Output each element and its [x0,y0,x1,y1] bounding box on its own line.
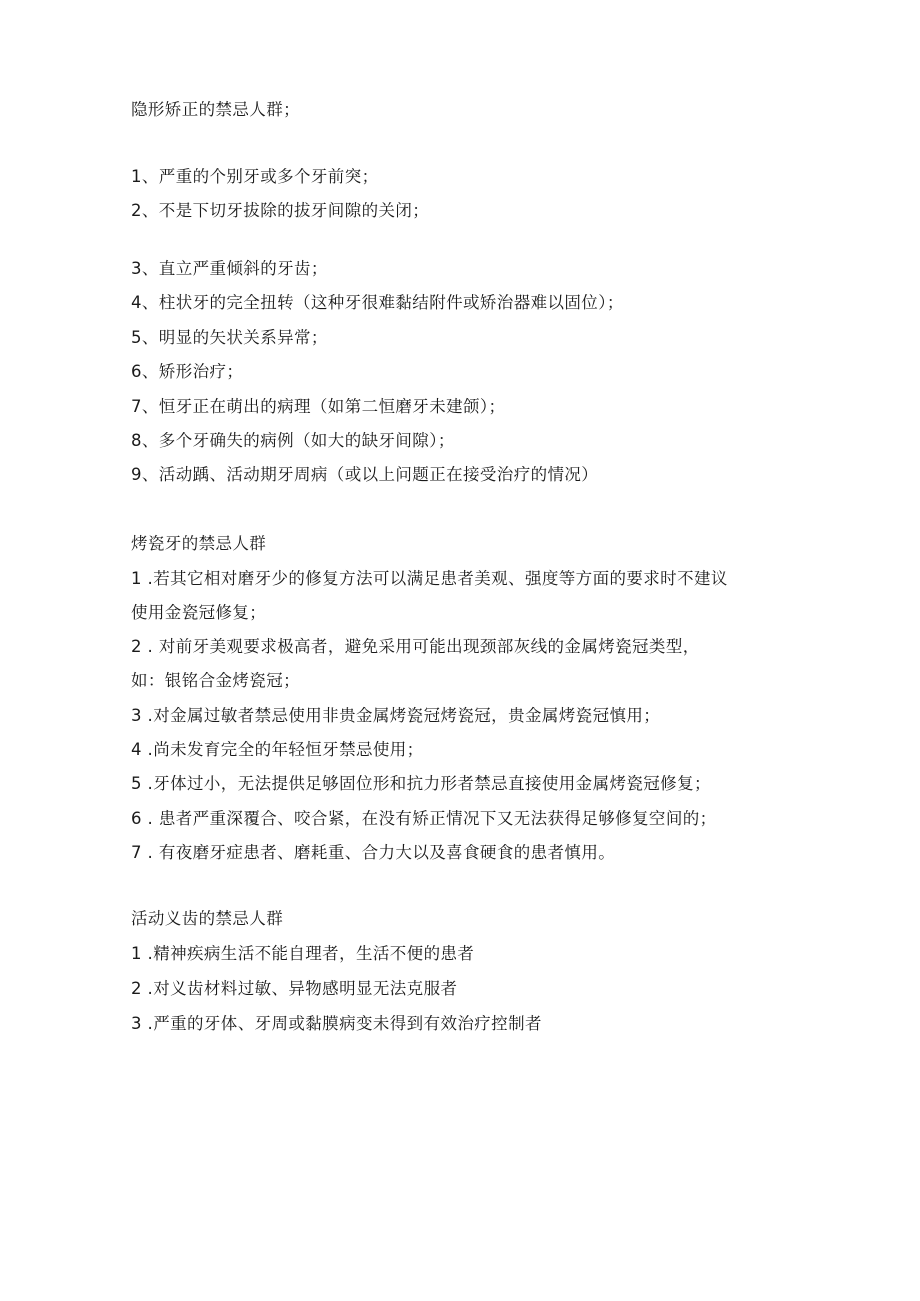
list-item: 6、矫形治疗； [131,362,244,381]
list-item: 1、严重的个别牙或多个牙前突； [131,167,379,186]
list-item: 2、不是下切牙拔除的拔牙间隙的关闭； [131,201,430,220]
list-item: 1 .精神疾病生活不能自理者，生活不便的患者 [131,944,475,963]
list-item: 3、直立严重倾斜的牙齿； [131,259,328,278]
list-item-continuation: 如：银铭合金烤瓷冠； [131,671,300,690]
section-heading-porcelain-crown: 烤瓷牙的禁忌人群 [131,534,267,553]
list-item: 1 .若其它相对磨牙少的修复方法可以满足患者美观、强度等方面的要求时不建议 [131,569,728,588]
list-item: 7 . 有夜磨牙症患者、磨耗重、合力大以及喜食硬食的患者慎用。 [131,843,616,862]
list-item: 4、柱状牙的完全扭转（这种牙很难黏结附件或矫治器难以固位）； [131,293,624,312]
list-item: 6 . 患者严重深覆合、咬合紧，在没有矫正情况下又无法获得足够修复空间的； [131,809,717,828]
list-item: 5 .牙体过小，无法提供足够固位形和抗力形者禁忌直接使用金属烤瓷冠修复； [131,774,711,793]
list-item: 5、明显的矢状关系异常； [131,328,328,347]
list-item-continuation: 使用金瓷冠修复； [131,603,267,622]
section-heading-removable-denture: 活动义齿的禁忌人群 [131,909,284,928]
list-item: 4 .尚未发育完全的年轻恒牙禁忌使用； [131,740,424,759]
section-heading-invisible-braces: 隐形矫正的禁忌人群； [131,100,300,119]
list-item: 2 . 对前牙美观要求极高者，避免采用可能出现颈部灰线的金属烤瓷冠类型， [131,637,700,656]
list-item: 3 .对金属过敏者禁忌使用非贵金属烤瓷冠烤瓷冠，贵金属烤瓷冠慎用； [131,706,661,725]
list-item: 8、多个牙确失的病例（如大的缺牙间隙）； [131,431,455,450]
list-item: 2 .对义齿材料过敏、异物感明显无法克服者 [131,979,458,998]
list-item: 7、恒牙正在萌出的病理（如第二恒磨牙未建颌）； [131,397,506,416]
list-item: 3 .严重的牙体、牙周或黏膜病变未得到有效治疗控制者 [131,1014,542,1033]
list-item: 9、活动踽、活动期牙周病（或以上问题正在接受治疗的情况） [131,465,599,484]
